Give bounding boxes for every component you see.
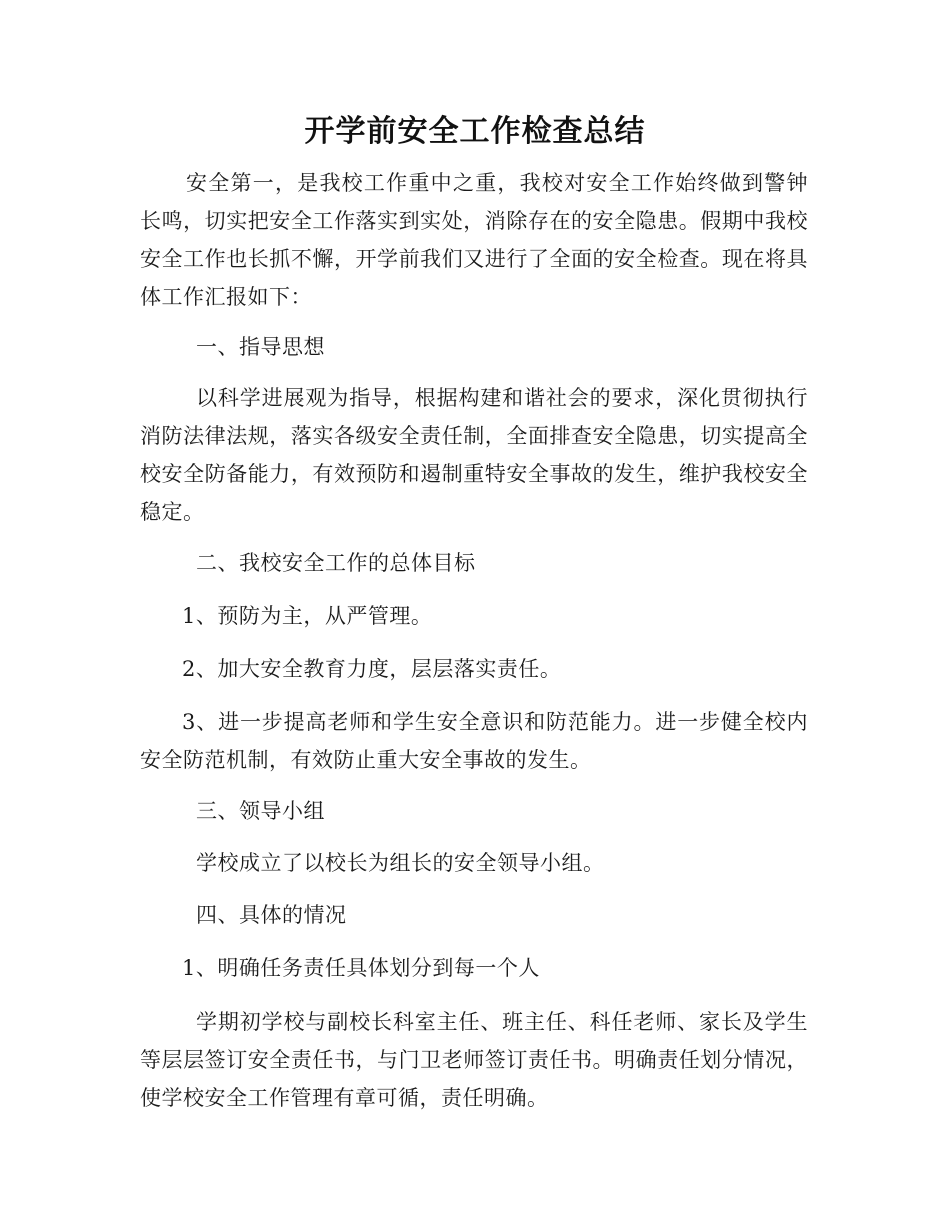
goal-item-1: 1、预防为主，从严管理。 <box>182 604 433 628</box>
goal-item-2: 2、加大安全教育力度，层层落实责任。 <box>182 657 562 681</box>
section-heading-specific-situation: 四、具体的情况 <box>196 903 347 927</box>
intro-paragraph: 安全第一，是我校工作重中之重，我校对安全工作始终做到警钟长鸣，切实把安全工作落实到实处，消除存在的安全隐患。假期中我校安全工作也长抓不懈，开学前我们又进行了全面的安全检查。现在将具体工作汇报如下： <box>140 171 808 309</box>
responsibility-paragraph: 学期初学校与副校长科室主任、班主任、科任老师、家长及学生等层层签订安全责任书，与门卫老师签订责任书。明确责任划分情况，使学校安全工作管理有章可循，责任明确。 <box>140 1010 808 1110</box>
section-heading-guiding-thought: 一、指导思想 <box>196 335 325 359</box>
goal-item-3: 3、进一步提高老师和学生安全意识和防范能力。进一步健全校内安全防范机制，有效防止重大安全事故的发生。 <box>140 710 808 772</box>
leadership-group-paragraph: 学校成立了以校长为组长的安全领导小组。 <box>196 851 605 875</box>
document-title: 开学前安全工作检查总结 <box>304 114 646 149</box>
specific-item-1: 1、明确任务责任具体划分到每一个人 <box>182 956 540 980</box>
section-heading-leadership-group: 三、领导小组 <box>196 799 325 823</box>
guiding-thought-paragraph: 以科学进展观为指导，根据构建和谐社会的要求，深化贯彻执行消防法律法规，落实各级安全责任制，全面排查安全隐患，切实提高全校安全防备能力，有效预防和遏制重特安全事故的发生，维护我校安全稳定。 <box>140 386 808 524</box>
section-heading-overall-goals: 二、我校安全工作的总体目标 <box>196 551 476 575</box>
